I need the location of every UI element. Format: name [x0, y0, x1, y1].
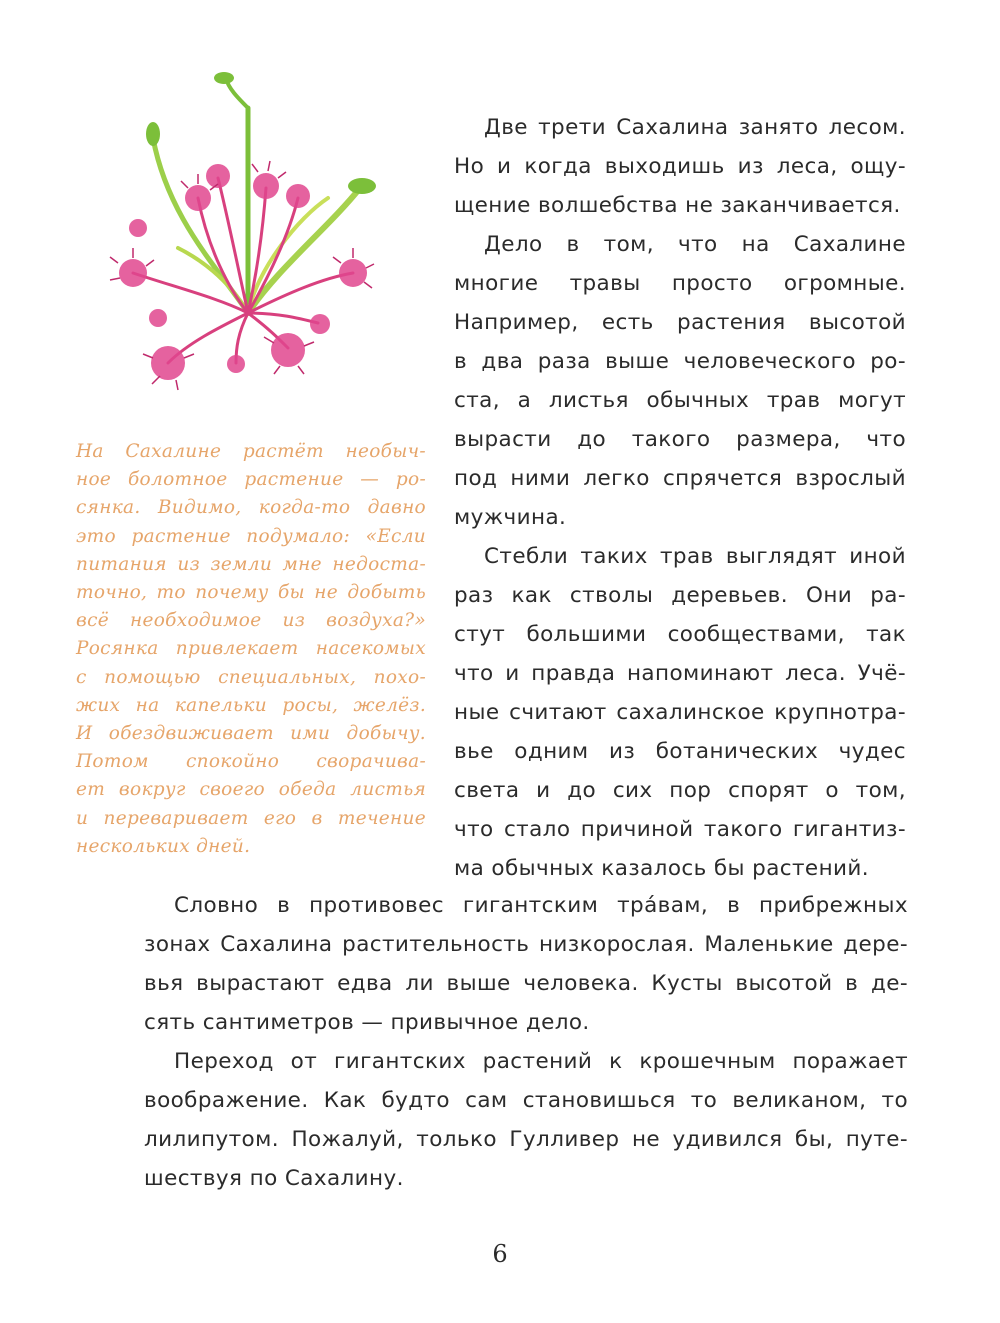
- caption-line: И обездвиживает ими добычу.: [76, 723, 426, 745]
- text-line: ста, а листья обычных трав могут: [454, 388, 906, 413]
- right-column-text: [454, 108, 906, 888]
- sundew-plant-illustration: [98, 68, 388, 398]
- caption-line: и переваривает его в течение: [76, 807, 426, 829]
- full-width-text: [144, 886, 908, 1198]
- text-line: вья вырастают едва ли выше человека. Кусты высотой в де-: [144, 971, 908, 996]
- text-line: Две трети Сахалина занято лесом.: [484, 115, 906, 140]
- caption-line: точно, то почему бы не добыть: [76, 582, 426, 604]
- text-line: мужчина.: [454, 505, 567, 530]
- caption-line: сянка. Видимо, когда-то давно: [76, 497, 426, 519]
- text-line: многие травы просто огромные.: [454, 271, 906, 296]
- caption-line: всё необходимое из воздуха?»: [76, 610, 426, 632]
- text-line: воображение. Как будто сам становишься то великаном, то: [144, 1088, 908, 1113]
- text-line: шествуя по Сахалину.: [144, 1166, 404, 1191]
- text-line: вырасти до такого размера, что: [454, 427, 906, 452]
- text-line: Словно в противовес гигантским тра́вам, в прибрежных: [174, 893, 908, 918]
- text-line: щение волшебства не заканчивается.: [454, 193, 901, 218]
- text-line: Например, есть растения высотой: [454, 310, 906, 335]
- text-line: раз как стволы деревьев. Они ра-: [454, 583, 906, 608]
- caption-line: это растение подумало: «Если: [76, 525, 426, 547]
- text-line: света и до сих пор спорят о том,: [454, 778, 906, 803]
- text-line: Но и когда выходишь из леса, ощу-: [454, 154, 906, 179]
- text-line: Стебли таких трав выглядят иной: [484, 544, 906, 569]
- text-line: стут большими сообществами, так: [454, 622, 906, 647]
- caption-line: Потом спокойно сворачива-: [76, 751, 426, 773]
- text-line: что стало причиной такого гигантиз-: [454, 817, 906, 842]
- caption-line: питания из земли мне недоста-: [76, 553, 426, 575]
- caption-line: нескольких дней.: [76, 835, 251, 857]
- caption-line: ет вокруг своего обеда листья: [76, 779, 426, 801]
- text-line: в два раза выше человеческого ро-: [454, 349, 906, 374]
- text-line: зонах Сахалина растительность низкорослая. Маленькие дере-: [144, 932, 908, 957]
- illustration-caption: [76, 438, 426, 861]
- page-number: 6: [492, 1240, 508, 1268]
- text-line: вье одним из ботанических чудес: [454, 739, 906, 764]
- caption-line: Росянка привлекает насекомых: [76, 638, 426, 660]
- caption-line: жих на капельки росы, желёз.: [76, 694, 426, 716]
- caption-line: На Сахалине растёт необыч-: [76, 441, 426, 462]
- caption-line: ное болотное растение — ро-: [76, 469, 426, 491]
- caption-line: с помощью специальных, похо-: [76, 666, 426, 688]
- text-line: сять сантиметров — привычное дело.: [144, 1010, 590, 1035]
- text-line: Переход от гигантских растений к крошечным поражает: [174, 1049, 908, 1074]
- text-line: лилипутом. Пожалуй, только Гулливер не удивился бы, путе-: [144, 1127, 908, 1152]
- text-line: что и правда напоминают леса. Учё-: [454, 661, 906, 686]
- text-line: ма обычных казалось бы растений.: [454, 856, 870, 881]
- text-line: Дело в том, что на Сахалине: [484, 232, 906, 257]
- text-line: под ними легко спрячется взрослый: [454, 466, 906, 491]
- text-line: ные считают сахалинское крупнотра-: [454, 700, 906, 725]
